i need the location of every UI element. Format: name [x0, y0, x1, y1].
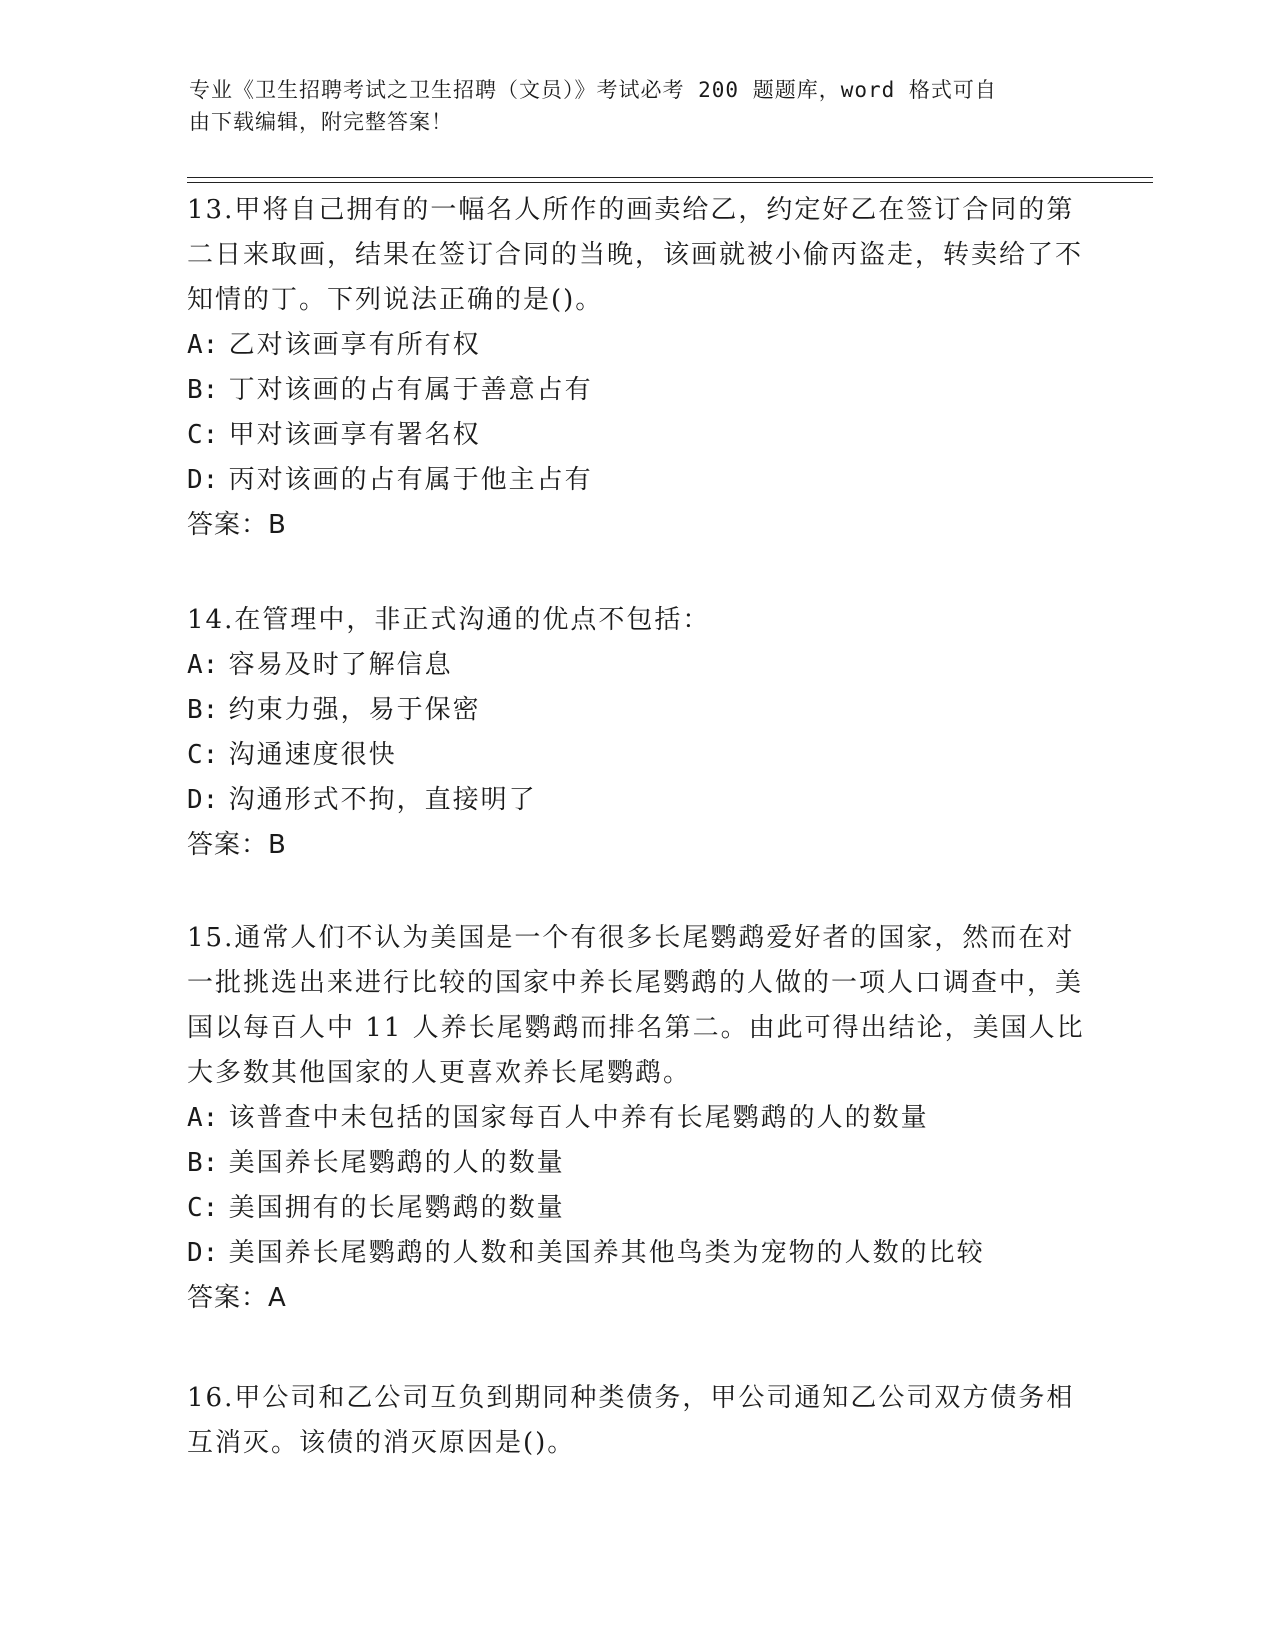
option-b	[187, 1141, 1087, 1186]
question-stem: 15.通常人们不认为美国是一个有很多长尾鹦鹉爱好者的国家，然而在对一批挑选出来进行比较的国家中养长尾鹦鹉的人做的一项人口调查中，美国以每百人中 11 人养长尾鹦鹉而排名第二。由此可得出结论，美国人比大多数其他国家的人更喜欢养长尾鹦鹉。	[187, 923, 1085, 1088]
option-c	[187, 413, 1087, 458]
option-letter: D:	[187, 785, 219, 815]
question-16	[187, 1376, 1087, 1466]
question-stem: 16.甲公司和乙公司互负到期同种类债务，甲公司通知乙公司双方债务相互消灭。该债的消灭原因是()。	[187, 1383, 1075, 1458]
option-letter: C:	[187, 420, 219, 450]
option-text: 甲对该画享有署名权	[228, 420, 481, 450]
option-text: 美国拥有的长尾鹦鹉的数量	[228, 1193, 565, 1223]
option-letter: B:	[187, 695, 219, 725]
option-b	[187, 368, 1087, 413]
option-letter: D:	[187, 1238, 219, 1268]
question-13	[187, 188, 1087, 548]
option-text: 该普查中未包括的国家每百人中养有长尾鹦鹉的人的数量	[228, 1103, 929, 1133]
option-a	[187, 1096, 1087, 1141]
option-text: 容易及时了解信息	[228, 650, 453, 680]
option-text: 美国养长尾鹦鹉的人的数量	[228, 1148, 565, 1178]
option-letter: A:	[187, 650, 219, 680]
option-text: 乙对该画享有所有权	[228, 330, 481, 360]
header-divider-bottom	[187, 182, 1153, 183]
option-text: 沟通形式不拘，直接明了	[228, 785, 537, 815]
document-header	[189, 74, 1089, 138]
option-letter: A:	[187, 1103, 219, 1133]
option-c	[187, 1186, 1087, 1231]
option-letter: C:	[187, 1193, 219, 1223]
question-stem: 13.甲将自己拥有的一幅名人所作的画卖给乙，约定好乙在签订合同的第二日来取画，结果在签订合同的当晚，该画就被小偷丙盗走，转卖给了不知情的丁。下列说法正确的是()。	[187, 195, 1084, 315]
question-15	[187, 916, 1087, 1321]
question-stem: 14.在管理中，非正式沟通的优点不包括：	[187, 605, 711, 635]
header-line-1: 专业《卫生招聘考试之卫生招聘（文员）》考试必考 200 题题库，word 格式可自	[189, 78, 997, 102]
option-text: 美国养长尾鹦鹉的人数和美国养其他鸟类为宠物的人数的比较	[228, 1238, 985, 1268]
option-letter: C:	[187, 740, 219, 770]
option-a	[187, 643, 1087, 688]
option-letter: A:	[187, 330, 219, 360]
header-line-2: 由下载编辑，附完整答案！	[189, 110, 453, 134]
option-text: 丁对该画的占有属于善意占有	[228, 375, 593, 405]
option-d	[187, 1231, 1087, 1276]
option-text: 丙对该画的占有属于他主占有	[228, 465, 593, 495]
option-letter: B:	[187, 1148, 219, 1178]
option-letter: B:	[187, 375, 219, 405]
answer-line: 答案：A	[187, 1283, 287, 1313]
option-b	[187, 688, 1087, 733]
option-letter: D:	[187, 465, 219, 495]
option-text: 约束力强，易于保密	[228, 695, 481, 725]
option-d	[187, 458, 1087, 503]
question-14	[187, 598, 1087, 868]
option-text: 沟通速度很快	[228, 740, 397, 770]
answer-line: 答案：B	[187, 510, 287, 540]
option-c	[187, 733, 1087, 778]
option-a	[187, 323, 1087, 368]
header-divider-top	[187, 177, 1153, 178]
answer-line: 答案：B	[187, 830, 287, 860]
option-d	[187, 778, 1087, 823]
